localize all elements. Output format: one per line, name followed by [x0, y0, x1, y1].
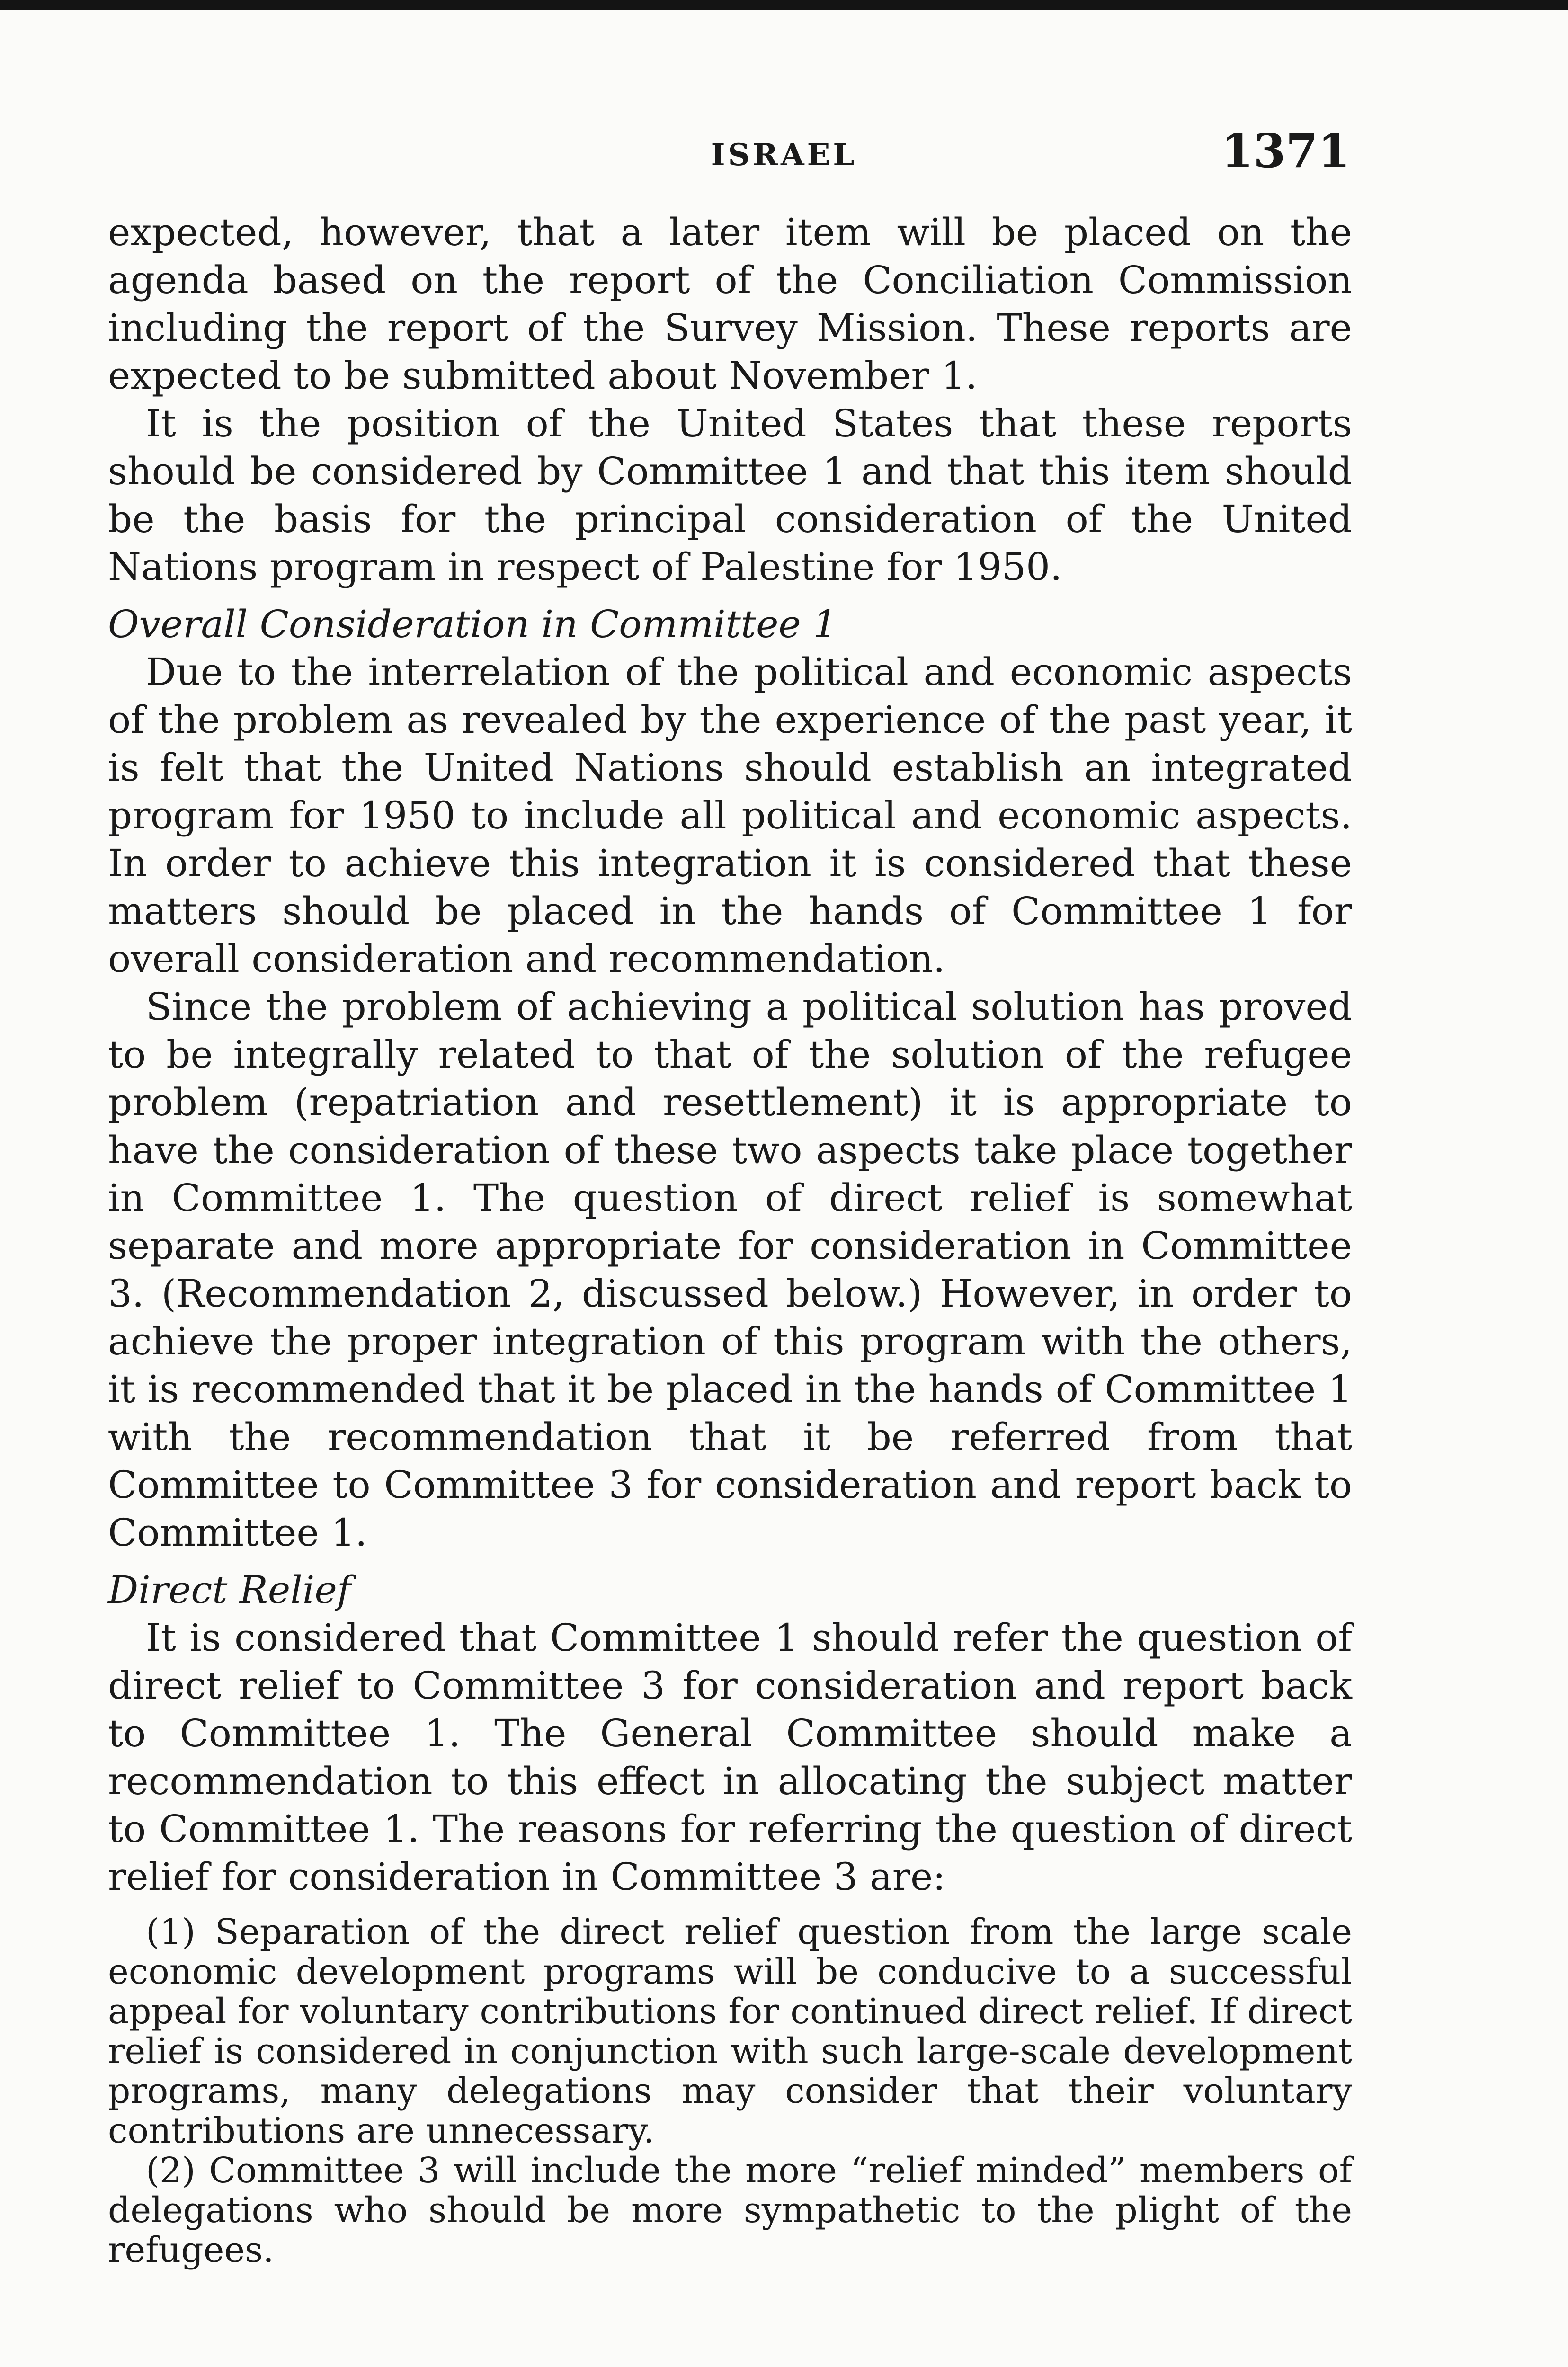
- running-header-title: ISRAEL: [711, 137, 857, 173]
- numbered-note: (2) Committee 3 will include the more “relief minded” members of delegations who should be more sympathetic to the plight of the refugees.: [108, 2150, 1352, 2270]
- page-number: 1371: [1221, 124, 1350, 178]
- section-heading: Direct Relief: [108, 1568, 351, 1612]
- paragraph: It is the position of the United States that these reports should be considered by Committee 1 and that this item should be the basis for the principal consideration of the United Nations program in respect of Palestine for 1950.: [108, 401, 1352, 589]
- paragraph: Since the problem of achieving a political solution has proved to be integrally related to that of the solution of the refugee problem (repatriation and resettlement) it is appropriate to have the consideration of these two aspects take place together in Committee 1. The question of direct relief is somewhat separate and more appropriate for consideration in Committee 3. (Recommendation 2, discussed below.) However, in order to achieve the proper integration of this program with the others, it is recommended that it be placed in the hands of Committee 1 with the recommendation that it be referred from that Committee to Committee 3 for consideration and report back to Committee 1.: [108, 985, 1352, 1555]
- top-border: [0, 0, 1568, 10]
- paragraph: Due to the interrelation of the political and economic aspects of the problem as revealed by the experience of the past year, it is felt that the United Nations should establish an integrated program for 1950 to include all political and economic aspects. In order to achieve this integration it is considered that these matters should be placed in the hands of Committee 1 for overall consideration and recommendation.: [108, 650, 1352, 981]
- section-heading: Overall Consideration in Committee 1: [108, 602, 837, 646]
- paragraph: It is considered that Committee 1 should refer the question of direct relief to Committee 3 for consideration and report back to Committee 1. The General Committee should make a recommendation to this effect in allocating the subject matter to Committee 1. The reasons for referring the question of direct relief for consideration in Committee 3 are:: [108, 1616, 1352, 1899]
- page-body: [108, 208, 1352, 2270]
- paragraph: expected, however, that a later item will be placed on the agenda based on the report of the Conciliation Commission including the report of the Survey Mission. These reports are expected to be submitted about November 1.: [108, 210, 1352, 398]
- numbered-note: (1) Separation of the direct relief question from the large scale economic development programs will be conducive to a successful appeal for voluntary contributions for continued direct relief. If direct relief is considered in conjunction with such large-scale development programs, many delegations may consider that their voluntary contributions are unnecessary.: [108, 1912, 1352, 2151]
